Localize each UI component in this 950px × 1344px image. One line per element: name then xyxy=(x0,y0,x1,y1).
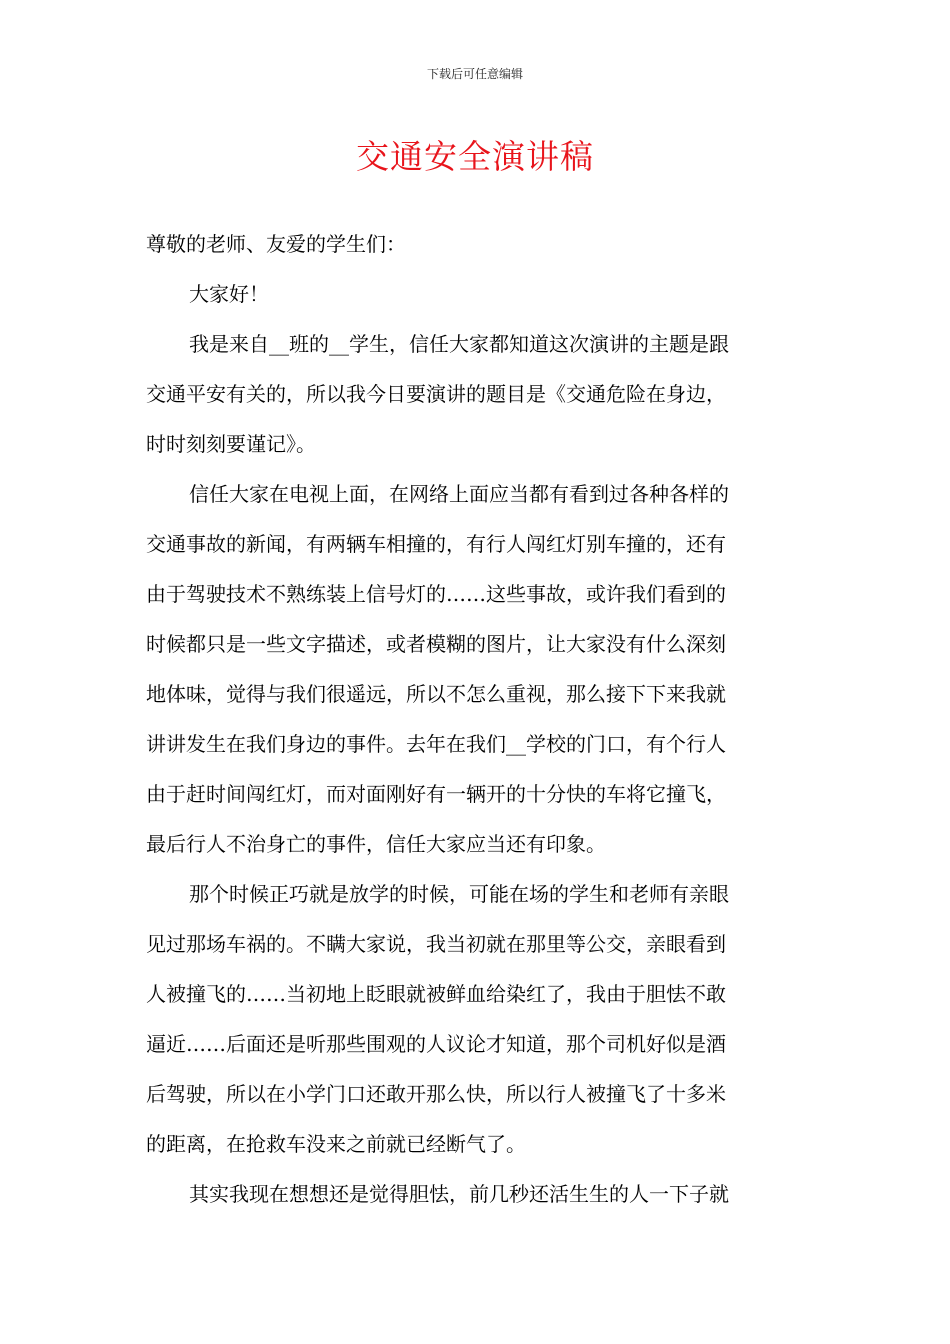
text-line: 时候都只是一些文字描述，或者模糊的图片，让大家没有什么深刻 xyxy=(146,632,726,656)
text-line: 人被撞飞的……当初地上眨眼就被鲜血给染红了，我由于胆怯不敢 xyxy=(146,982,726,1006)
text-line: 讲讲发生在我们身边的事件。去年在我们__学校的门口，有个行人 xyxy=(146,732,726,756)
text-line: 大家好！ xyxy=(189,282,269,306)
text-line: 交通事故的新闻，有两辆车相撞的，有行人闯红灯别车撞的，还有 xyxy=(146,532,726,556)
text-line: 后驾驶，所以在小学门口还敢开那么快，所以行人被撞飞了十多米 xyxy=(146,1082,726,1106)
text-line: 那个时候正巧就是放学的时候，可能在场的学生和老师有亲眼 xyxy=(189,882,729,906)
text-line: 尊敬的老师、友爱的学生们： xyxy=(146,232,406,256)
text-line: 的距离，在抢救车没来之前就已经断气了。 xyxy=(146,1132,526,1156)
text-line: 其实我现在想想还是觉得胆怯，前几秒还活生生的人一下子就 xyxy=(189,1182,729,1206)
text-line: 由于驾驶技术不熟练装上信号灯的……这些事故，或许我们看到的 xyxy=(146,582,726,606)
text-line: 信任大家在电视上面，在网络上面应当都有看到过各种各样的 xyxy=(189,482,729,506)
text-line: 交通平安有关的，所以我今日要演讲的题目是《交通危险在身边， xyxy=(146,382,726,406)
text-line: 地体味，觉得与我们很遥远，所以不怎么重视，那么接下下来我就 xyxy=(146,682,726,706)
text-line: 由于赶时间闯红灯，而对面刚好有一辆开的十分快的车将它撞飞， xyxy=(146,782,726,806)
text-line: 见过那场车祸的。不瞒大家说，我当初就在那里等公交，亲眼看到 xyxy=(146,932,726,956)
text-line: 时时刻刻要谨记》。 xyxy=(146,432,316,456)
text-line: 最后行人不治身亡的事件，信任大家应当还有印象。 xyxy=(146,832,606,856)
text-line: 逼近……后面还是听那些围观的人议论才知道，那个司机好似是酒 xyxy=(146,1032,726,1056)
page-header-note: 下载后可任意编辑 xyxy=(426,67,523,81)
document-body xyxy=(146,224,794,1224)
text-line: 我是来自__班的__学生，信任大家都知道这次演讲的主题是跟 xyxy=(189,332,729,356)
document-title: 交通安全演讲稿 xyxy=(356,137,594,176)
